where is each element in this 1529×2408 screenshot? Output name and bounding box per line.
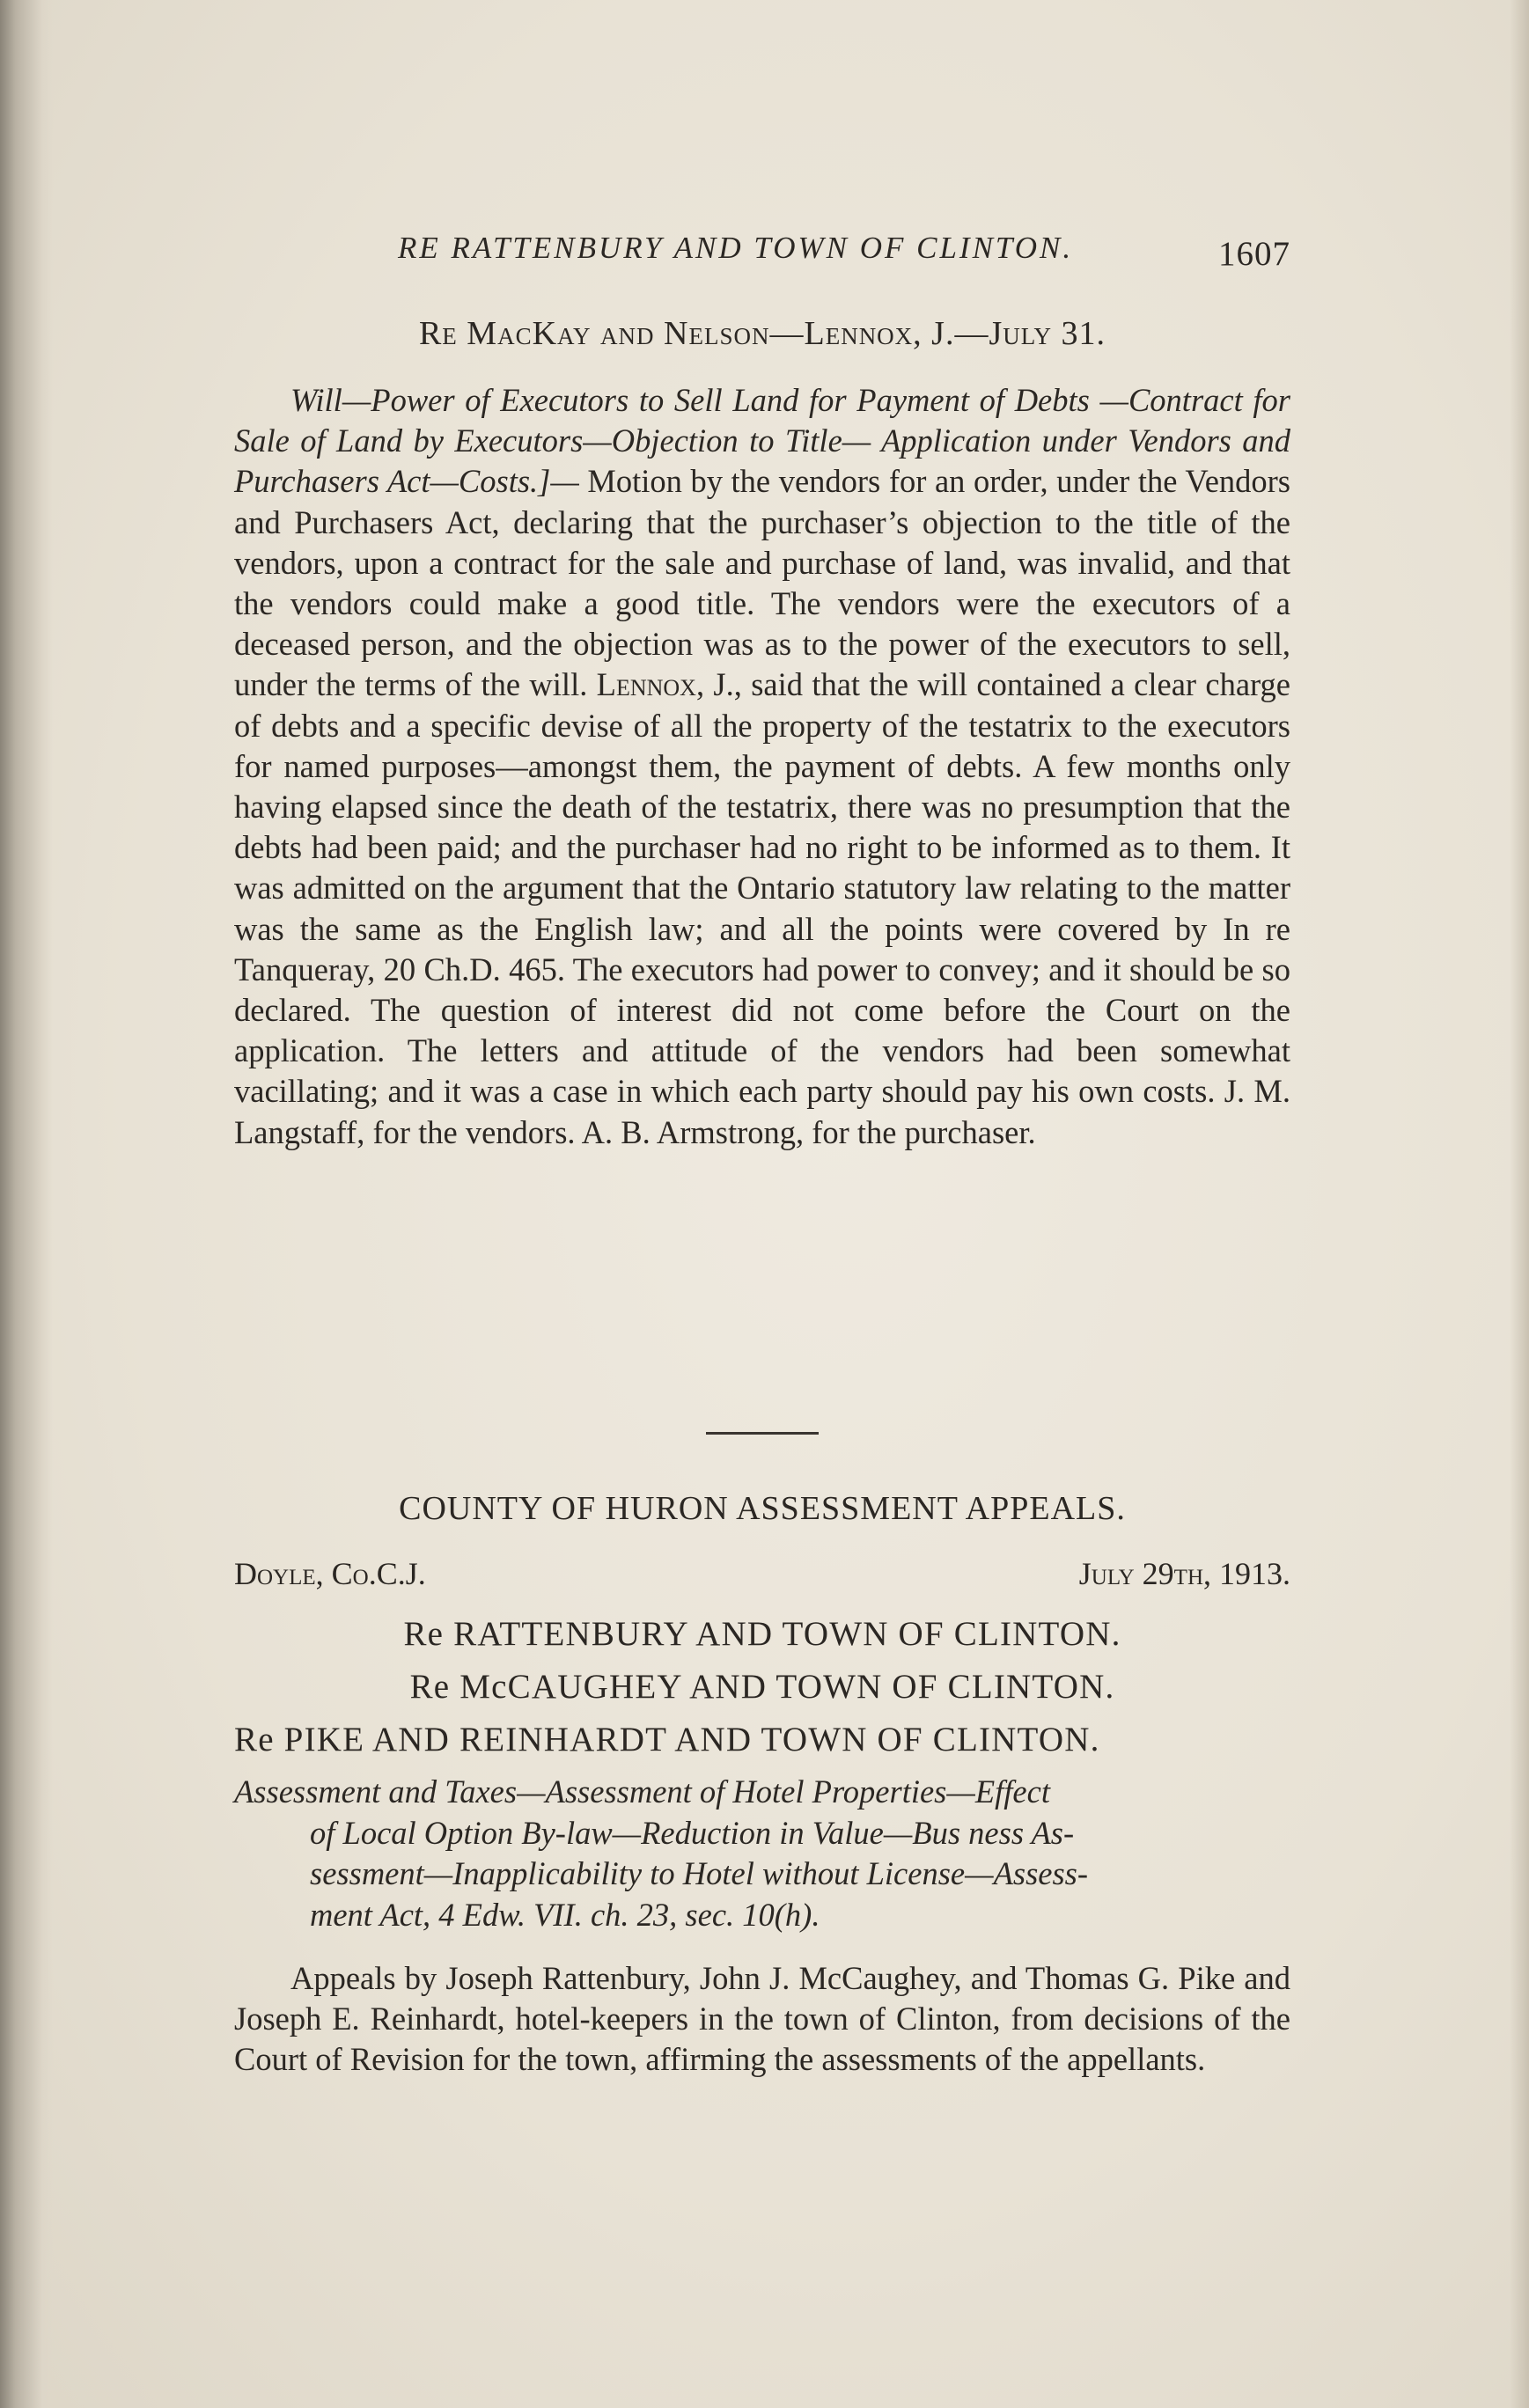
- running-title: RE RATTENBURY AND TOWN OF CLINTON.: [398, 231, 1074, 265]
- court-line: [234, 1555, 1290, 1599]
- body-text-continued: , J., said that the will contained a clear charge of debts and a specific devise of all the property of the testatrix to the executors for named purposes—amongst them, the payment of debts. A few months only having elapsed since the death of the testatrix, there was no presumption that the debts had been paid; and the purchaser had no right to be informed as to them. It was admitted on the argument that the Ontario statutory law relating to the matter was the same as the English law; and all the points were covered by In re Tanqueray, 20 Ch.D. 465. The executors had power to convey; and it should be so declared. The question of interest did not come before the Court on the application. The letters and attitude of the vendors had been somewhat vacillating; and it was a case in which each party should pay his own costs. J. M. Langstaff, for the vendors. A. B. Armstrong, for the purchaser.: [234, 666, 1290, 1150]
- headnote-line: sessment—Inapplicability to Hotel without License—Assess-: [310, 1855, 1089, 1891]
- headnote-line: Assessment and Taxes—Assessment of Hotel Properties—Effect: [234, 1773, 1050, 1810]
- decision-date: July 29th, 1913.: [1078, 1556, 1290, 1591]
- case-paragraph: [234, 380, 1290, 1153]
- case-title-rattenbury: Re RATTENBURY AND TOWN OF CLINTON.: [403, 1615, 1121, 1653]
- running-head: [234, 231, 1290, 283]
- judge-name: Lennox: [596, 666, 696, 703]
- page-edge: [1510, 0, 1529, 2408]
- judge: Doyle, Co.C.J.: [234, 1556, 426, 1591]
- section-divider: [706, 1432, 819, 1435]
- binding-shadow: [0, 0, 53, 2408]
- body-text: Motion by the vendors for an order, under the Vendors and Purchasers Act, declaring that the purchaser’s objection to the title of the vendors, upon a contract for the sale and purchase of land, was invalid, and that the vendors could make a good title. The vendors were the executors of a deceased person, and the objection was as to the power of the executors to sell, under the terms of the will.: [234, 463, 1291, 703]
- page-number: 1607: [1218, 235, 1290, 273]
- case-title-pike: Re PIKE AND REINHARDT AND TOWN OF CLINTON.: [234, 1721, 1100, 1758]
- headnote-line: of Local Option By-law—Reduction in Value—Bus ness As-: [310, 1814, 1075, 1851]
- headnote: [234, 1772, 1290, 1935]
- case-title-mccaughey: Re McCAUGHEY AND TOWN OF CLINTON.: [409, 1668, 1115, 1706]
- case-heading: Re MacKay and Nelson—Lennox, J.—July 31.: [418, 315, 1106, 352]
- appeal-text: Appeals by Joseph Rattenbury, John J. McCaughey, and Thomas G. Pike and Joseph E. Reinhardt, hotel-keepers in the town of Clinton, from decisions of the Court of Revision for the town, affirming the assessments of the appellants.: [234, 1960, 1290, 2078]
- appeal-paragraph: [234, 1958, 1290, 2081]
- headnote-line: ment Act, 4 Edw. VII. ch. 23, sec. 10(h).: [310, 1896, 820, 1933]
- catchwords: Will—Power of Executors to Sell Land for Payment of Debts —Contract for Sale of Land by Executors—Objection to Title— Application under Vendors and Purchasers Act—Costs.]—: [234, 382, 1290, 500]
- section-title: COUNTY OF HURON ASSESSMENT APPEALS.: [399, 1490, 1126, 1527]
